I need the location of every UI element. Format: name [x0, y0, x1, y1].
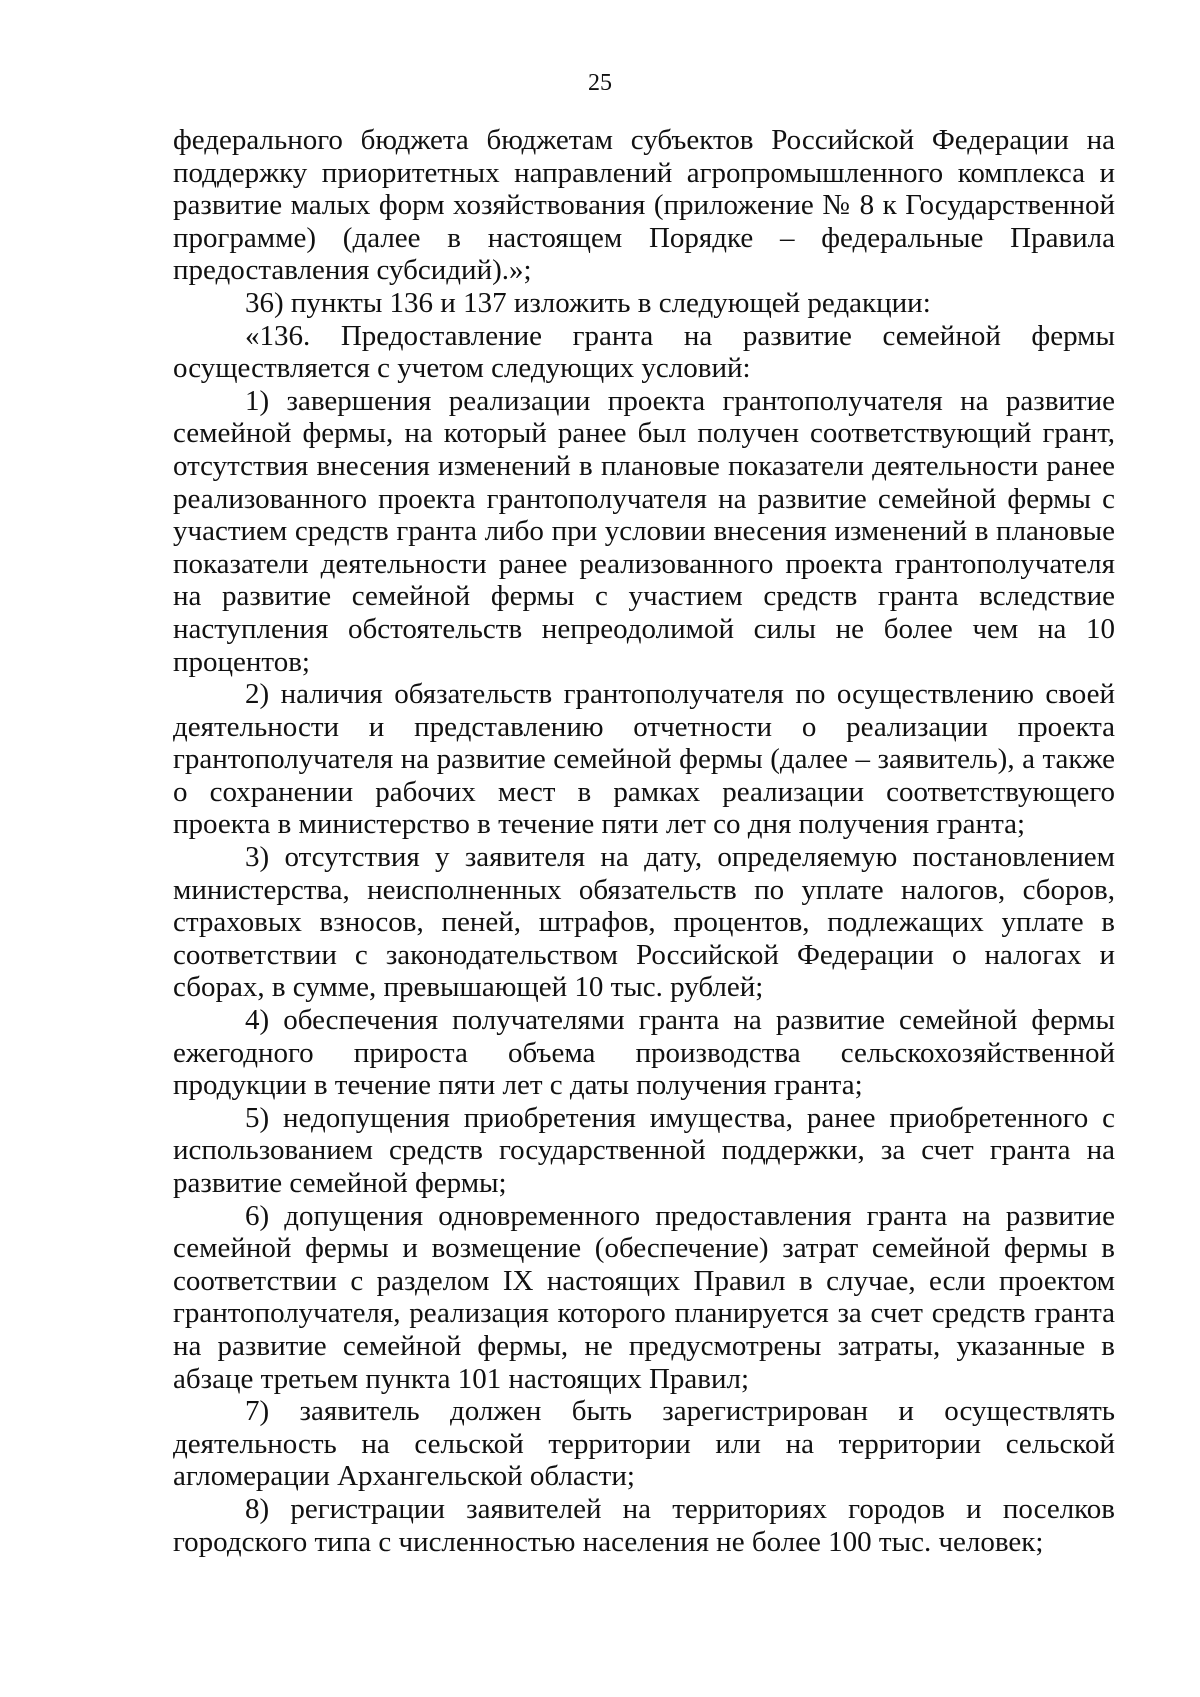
- page-number: 25: [588, 70, 612, 96]
- paragraph-condition-3: 3) отсутствия у заявителя на дату, определяемую постановлением министерства, неисполненных обязательств по уплате налогов, сборов, страховых взносов, пеней, штрафов, процентов, подлежащих уплате в соответствии с законодательством Российской Федерации о налогах и сборах, в сумме, превышающей 10 тыс. рублей;: [173, 841, 1115, 1004]
- paragraph-condition-1: 1) завершения реализации проекта грантополучателя на развитие семейной фермы, на который ранее был получен соответствующий грант, отсутствия внесения изменений в плановые показатели деятельности ранее реализованного проекта грантополучателя на развитие семейной фермы с участием средств гранта либо при условии внесения изменений в плановые показатели деятельности ранее реализованного проекта грантополучателя на развитие семейной фермы с участием средств гранта вследствие наступления обстоятельств непреодолимой силы не более чем на 10 процентов;: [173, 384, 1115, 678]
- paragraph-clause-136: «136. Предоставление гранта на развитие семейной фермы осуществляется с учетом следующих условий:: [173, 319, 1115, 385]
- paragraph-condition-5: 5) недопущения приобретения имущества, ранее приобретенного с использованием средств государственной поддержки, за счет гранта на развитие семейной фермы;: [173, 1101, 1115, 1199]
- paragraph-condition-8: 8) регистрации заявителей на территориях городов и поселков городского типа с численностью населения не более 100 тыс. человек;: [173, 1492, 1115, 1558]
- paragraph-condition-7: 7) заявитель должен быть зарегистрирован и осуществлять деятельность на сельской территории или на территории сельской агломерации Архангельской области;: [173, 1395, 1115, 1493]
- paragraph-condition-2: 2) наличия обязательств грантополучателя по осуществлению своей деятельности и представлению отчетности о реализации проекта грантополучателя на развитие семейной фермы (далее – заявитель), а также о сохранении рабочих мест в рамках реализации соответствующего проекта в министерство в течение пяти лет со дня получения гранта;: [173, 678, 1115, 841]
- document-body: [173, 124, 1115, 1558]
- paragraph-condition-6: 6) допущения одновременного предоставления гранта на развитие семейной фермы и возмещение (обеспечение) затрат семейной фермы в соответствии с разделом IX настоящих Правил в случае, если проектом грантополучателя, реализация которого планируется за счет средств гранта на развитие семейной фермы, не предусмотрены затраты, указанные в абзаце третьем пункта 101 настоящих Правил;: [173, 1199, 1115, 1395]
- paragraph-continuation: федерального бюджета бюджетам субъектов Российской Федерации на поддержку приоритетных направлений агропромышленного комплекса и развитие малых форм хозяйствования (приложение № 8 к Государственной программе) (далее в настоящем Порядке – федеральные Правила предоставления субсидий).»;: [173, 124, 1115, 287]
- paragraph-item-36: 36) пункты 136 и 137 изложить в следующей редакции:: [245, 286, 931, 319]
- paragraph-condition-4: 4) обеспечения получателями гранта на развитие семейной фермы ежегодного прироста объема производства сельскохозяйственной продукции в течение пяти лет с даты получения гранта;: [173, 1004, 1115, 1102]
